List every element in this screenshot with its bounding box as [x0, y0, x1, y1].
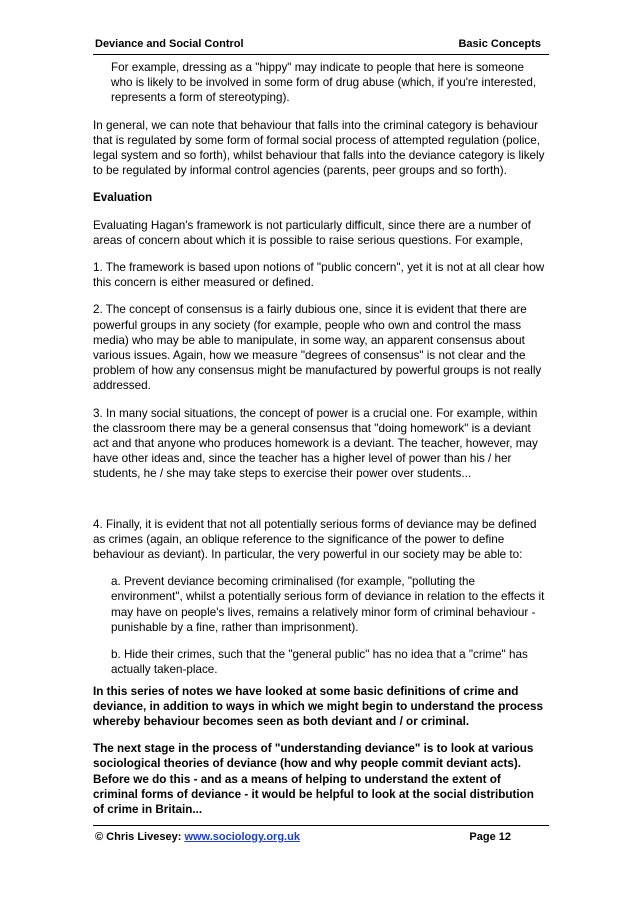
paragraph-point-4b: b. Hide their crimes, such that the "general public" has no idea that a "crime" has actually taken-place.	[111, 648, 528, 677]
paragraph-next-stage: The next stage in the process of "understanding deviance" is to look at various sociological theories of deviance (how and why people commit deviant acts). Before we do this - and as a means of helping to understand the extent of criminal forms of deviance - it would be helpful to look at the social distribution of crime in Britain...	[93, 742, 534, 816]
paragraph-point-3: 3. In many social situations, the concept of power is a crucial one. For example, within the classroom there may be a general consensus that "doing homework" is a deviant act and that anyone who produces homework is a deviant. The teacher, however, may have other ideas and, since the teacher has a higher level of power than his / her students, he / she may take steps to exercise their power over students...	[93, 406, 538, 481]
footer-page-number: Page 12	[469, 831, 511, 843]
page-footer	[93, 831, 549, 843]
footer-rule	[93, 825, 549, 826]
paragraph-hippy-example: For example, dressing as a "hippy" may indicate to people that here is someone who is likely to be involved in some form of drug abuse (which, if you're interested, represents a form of stereotyping).	[111, 61, 537, 105]
paragraph-general: In general, we can note that behaviour that falls into the criminal category is behaviour that is regulated by some form of formal social process of attempted regulation (police, legal system and so forth), whilst behaviour that falls into the deviance category is likely to be regulated by informal control agencies (parents, peer groups and so forth).	[93, 118, 545, 178]
paragraph-point-4: 4. Finally, it is evident that not all potentially serious forms of deviance may be defined as crimes (again, an oblique reference to the significance of the power to define behaviour as deviant). In particular, the very powerful in our society may be able to:	[93, 517, 537, 562]
paragraph-evaluating: Evaluating Hagan's framework is not particularly difficult, since there are a number of areas of concern about which it is possible to raise serious questions. For example,	[93, 218, 531, 247]
paragraph-summary: In this series of notes we have looked at some basic definitions of crime and deviance, in addition to ways in which we might begin to understand the process whereby behaviour becomes seen as both deviant and / or criminal.	[93, 684, 544, 728]
paragraph-point-4a: a. Prevent deviance becoming criminalised (for example, "polluting the environment", whilst a potentially serious form of deviance in relation to the effects it may have on people's lives, remains a relatively minor form of criminal behaviour - punishable by a fine, rather than imprisonment).	[111, 575, 545, 634]
header-rule	[93, 54, 549, 55]
paragraph-point-1: 1. The framework is based upon notions of "public concern", yet it is not at all clear how this concern is either measured or defined.	[93, 261, 545, 290]
page-header	[93, 38, 549, 50]
header-section: Basic Concepts	[458, 38, 541, 50]
footer-author: © Chris Livesey:	[95, 831, 182, 843]
heading-evaluation: Evaluation	[93, 191, 153, 205]
footer-credit	[95, 831, 300, 843]
footer-website-link[interactable]: www.sociology.org.uk	[184, 831, 300, 843]
spacer	[93, 494, 546, 517]
paragraph-point-2: 2. The concept of consensus is a fairly dubious one, since it is evident that there are powerful groups in any society (for example, people who own and control the mass media) who may be able to manipulate, in some way, an apparent consensus about various issues. Again, how we measure "degrees of consensus" is not clear and the problem of how any consensus might be manufactured by powerful groups is not really addressed.	[93, 303, 542, 393]
document-body	[93, 60, 546, 829]
header-title: Deviance and Social Control	[95, 38, 244, 50]
